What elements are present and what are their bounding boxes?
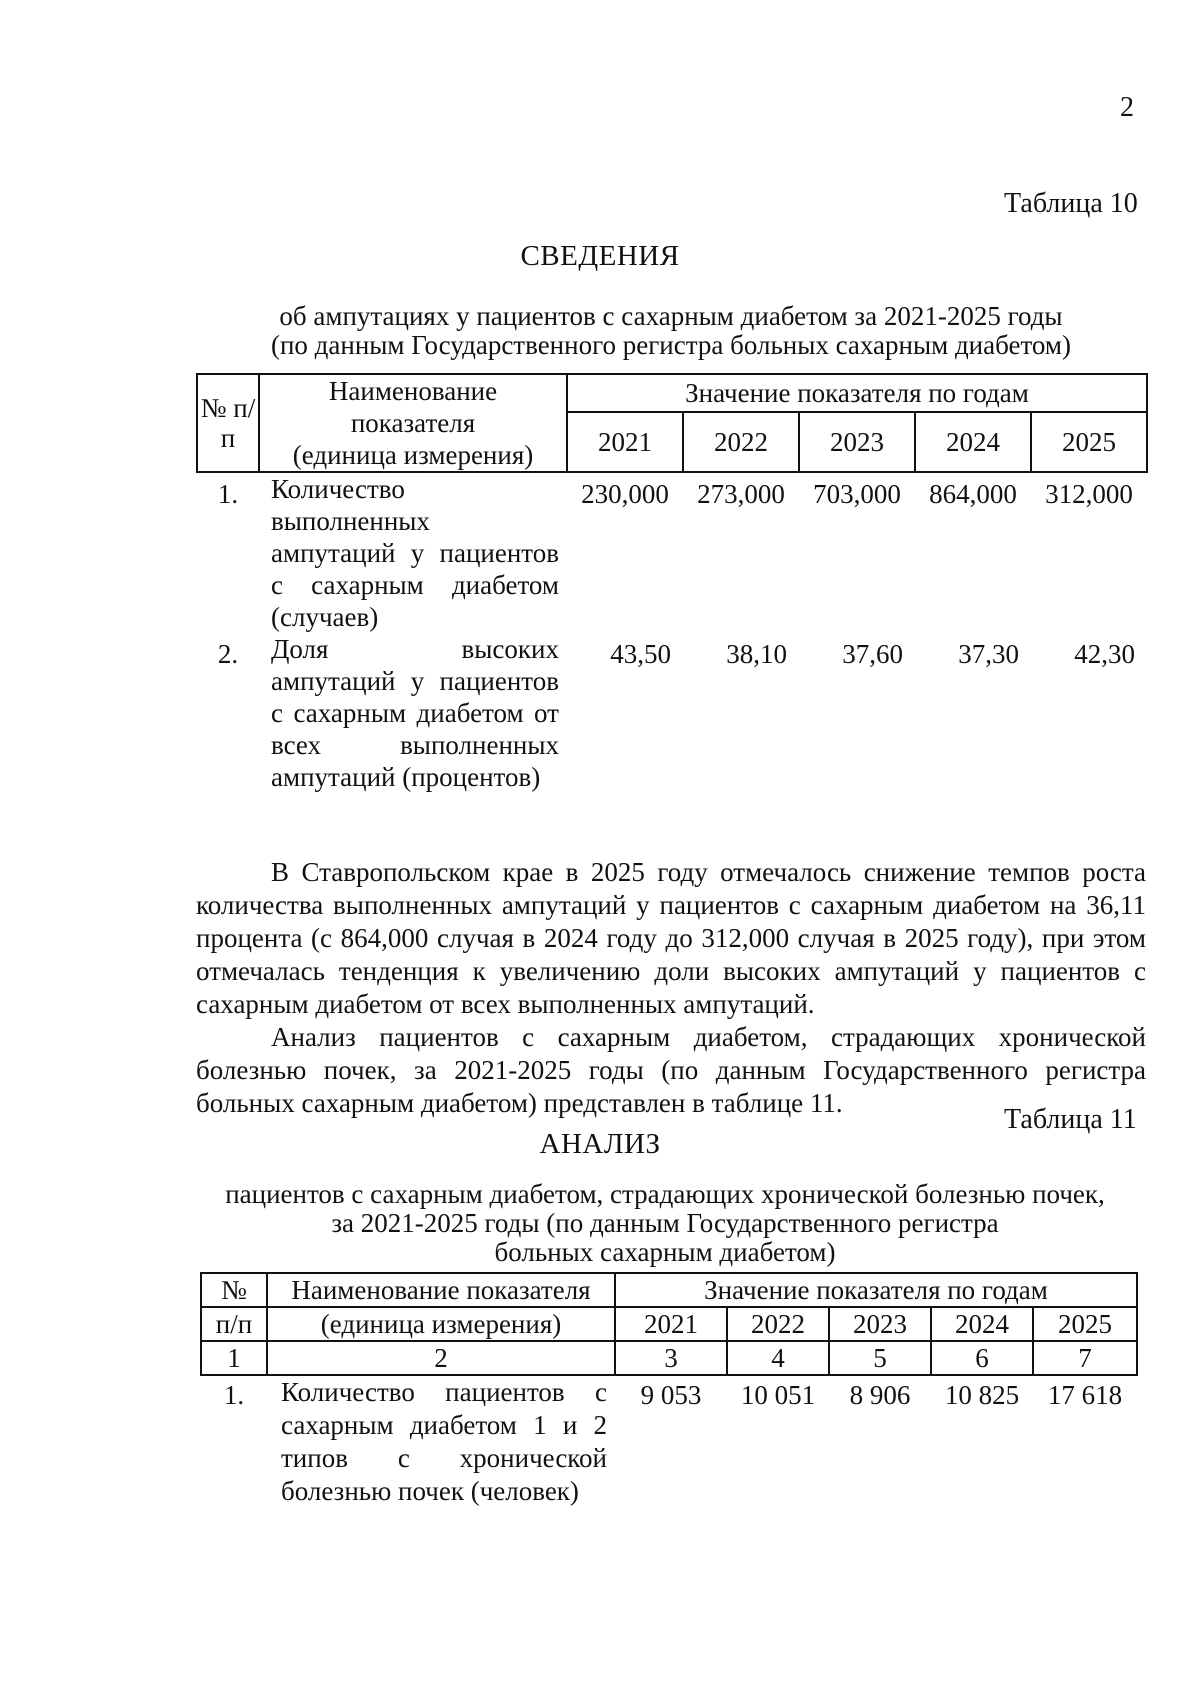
table10-header-year: 2025 <box>1031 412 1147 472</box>
table11-header-year: 2025 <box>1033 1307 1137 1341</box>
table10-header-name-line1: Наименование <box>328 376 498 406</box>
table11-header-year: 2024 <box>931 1307 1033 1341</box>
row-value: 42,30 <box>1074 639 1136 669</box>
table10-heading: СВЕДЕНИЯ <box>520 240 680 272</box>
page-number: 2 <box>1120 92 1134 123</box>
row-number: 1. <box>217 479 239 509</box>
row-value: 37,60 <box>842 639 903 669</box>
row-value: 38,10 <box>726 639 787 669</box>
table11-subtitle-line1: пациентов с сахарным диабетом, страдающих хронической болезнью почек, <box>225 1179 1105 1209</box>
row-number: 2. <box>217 639 239 669</box>
table11-col-number: 1 <box>201 1341 267 1375</box>
row-value: 864,000 <box>929 479 1017 509</box>
row-value: 37,30 <box>958 639 1019 669</box>
table11-subtitle <box>160 1180 1170 1267</box>
table11-subtitle-line3: больных сахарным диабетом) <box>494 1237 836 1267</box>
table11-col-number: 3 <box>615 1341 727 1375</box>
table10-header-num: № п/п <box>197 374 259 472</box>
row-value: 43,50 <box>610 639 671 669</box>
table-row <box>197 633 1147 793</box>
table10-label: Таблица 10 <box>1004 188 1138 219</box>
row-value: 17 618 <box>1047 1380 1123 1410</box>
row-number: 1. <box>223 1380 245 1410</box>
row-indicator-name: Количество пациентов с сахарным диабетом 1 и 2 типов с хронической болезнью почек (человек) <box>281 1377 607 1506</box>
row-value: 273,000 <box>697 479 785 509</box>
table10-subtitle-line2: (по данным Государственного регистра больных сахарным диабетом) <box>270 330 1071 360</box>
row-indicator-name: Доля высоких ампутаций у пациентов с сахарным диабетом от всех выполненных ампутаций (процентов) <box>271 634 559 792</box>
table11-col-number: 6 <box>931 1341 1033 1375</box>
paragraph: Анализ пациентов с сахарным диабетом, страдающих хронической болезнью почек, за 2021-2025 годы (по данным Государственного регистра больных сахарным диабетом) представлен в таблице 11. <box>196 1022 1146 1118</box>
table10-header-name <box>259 374 567 472</box>
row-value: 703,000 <box>813 479 901 509</box>
table11-header-num: п/п <box>201 1307 267 1341</box>
table10-subtitle <box>196 302 1146 360</box>
table11-col-number: 4 <box>727 1341 829 1375</box>
table10-header-values-title: Значение показателя по годам <box>567 374 1147 412</box>
row-indicator-name: Количество выполненных ампутаций у пациентов с сахарным диабетом (случаев) <box>271 474 559 632</box>
table11-subtitle-line2: за 2021-2025 годы (по данным Государственного регистра <box>331 1208 999 1238</box>
row-value: 8 906 <box>849 1380 911 1410</box>
table11-header-name: (единица измерения) <box>267 1307 615 1341</box>
table10 <box>196 373 1148 793</box>
table11-header-values-title: Значение показателя по годам <box>615 1273 1137 1307</box>
table10-subtitle-line1: об ампутациях у пациентов с сахарным диабетом за 2021-2025 годы <box>279 301 1063 331</box>
table11-header-year: 2023 <box>829 1307 931 1341</box>
table10-header-year: 2022 <box>683 412 799 472</box>
table11-heading: АНАЛИЗ <box>539 1128 661 1160</box>
row-value: 10 051 <box>740 1380 816 1410</box>
body-text <box>196 856 1146 1120</box>
table10-header-year: 2021 <box>567 412 683 472</box>
table11 <box>200 1272 1138 1508</box>
table11-col-number: 5 <box>829 1341 931 1375</box>
table11-header-num: № <box>201 1273 267 1307</box>
table11-header-year: 2021 <box>615 1307 727 1341</box>
table-row <box>201 1375 1137 1508</box>
table10-header-name-line2: показателя <box>350 408 476 438</box>
table11-header-name: Наименование показателя <box>267 1273 615 1307</box>
table10-header-year: 2023 <box>799 412 915 472</box>
table11-label: Таблица 11 <box>1004 1104 1137 1135</box>
row-value: 10 825 <box>944 1380 1020 1410</box>
table11-col-number: 7 <box>1033 1341 1137 1375</box>
table-row <box>197 472 1147 633</box>
table10-header-name-line3: (единица измерения) <box>292 440 534 470</box>
row-value: 9 053 <box>640 1380 702 1410</box>
table10-header-year: 2024 <box>915 412 1031 472</box>
paragraph: В Ставропольском крае в 2025 году отмечалось снижение темпов роста количества выполненных ампутаций у пациентов с сахарным диабетом на 36,11 процента (с 864,000 случая в 2024 году до 312,000 случая в 2025 году), при этом отмечалась тенденция к увеличению доли высоких ампутаций у пациентов с сахарным диабетом от всех выполненных ампутаций. <box>196 857 1146 1019</box>
table11-header-year: 2022 <box>727 1307 829 1341</box>
table11-col-number: 2 <box>267 1341 615 1375</box>
row-value: 230,000 <box>581 479 669 509</box>
row-value: 312,000 <box>1045 479 1133 509</box>
